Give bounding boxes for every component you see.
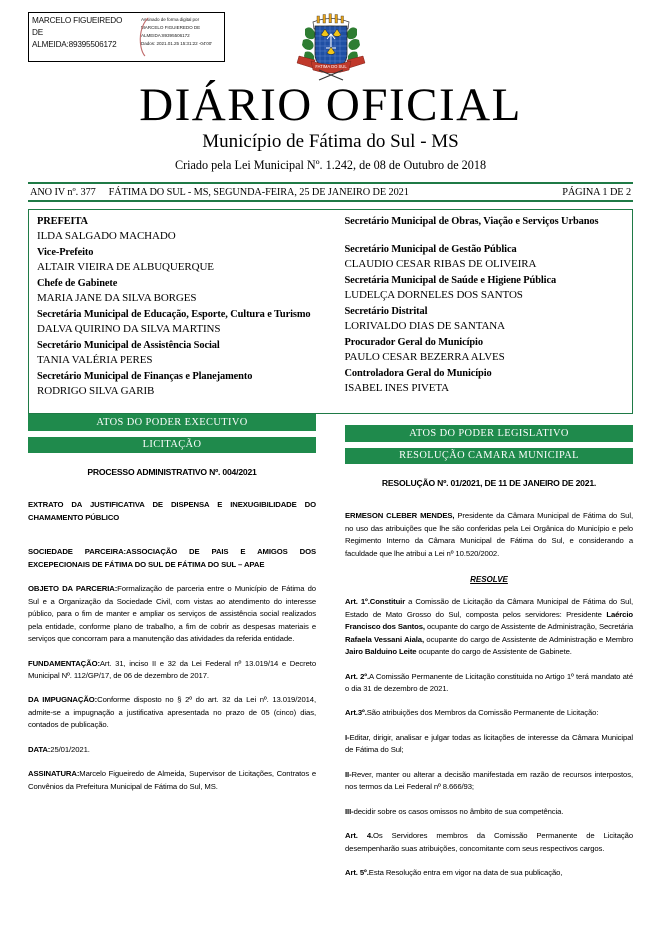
art1-label: Art. 1º. xyxy=(345,597,370,607)
art3-paragraph xyxy=(345,707,633,719)
art3-text: São atribuições dos Membros da Comissão Permanente de Licitação: xyxy=(366,708,599,718)
data-text: 25/01/2021. xyxy=(50,744,90,754)
official-role: Secretária Municipal de Educação, Esporte, Cultura e Turismo xyxy=(37,309,311,321)
section-banner-resolucao: RESOLUÇÃO CAMARA MUNICIPAL xyxy=(345,448,633,465)
objeto-paragraph xyxy=(28,583,316,645)
resolution-title: RESOLUÇÃO Nº. 01/2021, DE 11 DE JANEIRO DE 2021. xyxy=(381,478,597,489)
signature-detail-line: Assinado de forma digital por xyxy=(141,17,200,22)
item3-label: III- xyxy=(345,806,354,816)
issue-number: ANO IV nº. 377 xyxy=(30,187,96,198)
art2-label: Art. 2º. xyxy=(345,671,370,681)
preamble-paragraph xyxy=(345,510,633,560)
official-name: LUDELÇA DORNELES DOS SANTOS xyxy=(344,289,523,302)
art3-item-3 xyxy=(345,806,633,818)
official-name: MARIA JANE DA SILVA BORGES xyxy=(37,292,197,305)
impugnacao-label: DA IMPUGNAÇÃO: xyxy=(28,695,98,705)
art1-member-1: Laércio Francisco dos Santos, xyxy=(345,609,633,632)
official-role: Chefe de Gabinete xyxy=(37,278,118,290)
official-name: PAULO CESAR BEZERRA ALVES xyxy=(344,351,505,364)
art1-text-c: ocupante do cargo de Assistente de Administração e Membro xyxy=(424,634,633,644)
art1-text-a: a Comissão de Licitação da Câmara Municipal de Fátima do Sul, Estado de Mato Grosso do Sul, composta pelos servidores: Presidente xyxy=(345,597,633,619)
issue-info-bar xyxy=(30,185,631,200)
signature-detail-line: ALMEIDA:89395506172 xyxy=(141,32,190,38)
art1-paragraph xyxy=(345,596,633,658)
official-role: Secretário Distrital xyxy=(344,306,428,318)
svg-text:FATIMA DO SUL: FATIMA DO SUL xyxy=(315,64,347,69)
official-name: ALTAIR VIEIRA DE ALBUQUERQUE xyxy=(37,261,214,274)
page-title: DIÁRIO OFICIAL xyxy=(139,79,522,131)
official-role: Procurador Geral do Município xyxy=(344,337,483,349)
fundamentacao-label: FUNDAMENTAÇÃO: xyxy=(28,658,100,668)
preamble-text: Presidente da Câmara Municipal de Fátima do Sul, no uso das atribuições que lhe são conferidas pela Lei Orgânica do Município e pelo Regimento Interno da Câmara Municipal de Fátima do Sul, e considerando a faculdade que lhe atribui a Lei nº 10.520/2002. xyxy=(345,511,633,558)
item2-text: Rever, manter ou alterar a decisão manifestada em razão de recursos interpostos, nos termos da Lei Federal nº 8.666/93; xyxy=(345,769,633,792)
signature-name-line: MARCELO FIGUEIREDO xyxy=(32,16,123,25)
impugnacao-text: Conforme disposto no § 2º do art. 32 da Lei nº. 13.019/2014, admite-se a impugnação a justificativa apresentada no prazo de 05 (cinco) dias, contados de publicação. xyxy=(28,695,317,730)
art3-label: Art.3º. xyxy=(345,708,367,718)
signature-detail-line: Dados: 2021.01.25 15:31:22 -04'00' xyxy=(141,40,213,46)
official-name: CLAUDIO CESAR RIBAS DE OLIVEIRA xyxy=(344,258,537,271)
official-name xyxy=(345,229,627,242)
official-role: PREFEITA xyxy=(37,216,88,227)
official-name: ILDA SALGADO MACHADO xyxy=(37,230,176,243)
fundamentacao-paragraph xyxy=(28,658,316,683)
data-paragraph xyxy=(28,744,316,756)
header-rule-bottom xyxy=(28,200,633,202)
official-name: DALVA QUIRINO DA SILVA MARTINS xyxy=(37,323,221,336)
art2-paragraph xyxy=(345,671,633,696)
signature-detail-line: MARCELO FIGUIEREDO DE xyxy=(141,24,201,30)
objeto-label: OBJETO DA PARCERIA: xyxy=(28,584,118,594)
process-number: PROCESSO ADMINISTRATIVO Nº. 004/2021 xyxy=(87,467,257,478)
header-rule-top xyxy=(28,182,633,184)
objeto-text: Formalização de parceria entre o Município de Fátima do Sul e a Organização da Sociedade Civil, com vistas ao atendimento do interesse público, para o fim de manter e ampliar os serviços de assistência social realizados pela entidade, conforme plano de trabalho, a fim de cobrir as despesas materiais e serviços que concorram para a manutenção das atividades da referida entidade. xyxy=(28,584,316,644)
partner-society: SOCIEDADE PARCEIRA:ASSOCIAÇÃO DE PAIS E AMIGOS DOS EXCEPECIONAIS DE FÁTIMA DO SUL DE FÁTIMA DO SUL – APAE xyxy=(28,547,316,569)
art5-label: Art. 5º. xyxy=(345,868,369,878)
official-name: RODRIGO SILVA GARIB xyxy=(37,385,155,398)
official-role: Secretário Municipal de Gestão Pública xyxy=(344,244,517,256)
digital-signature-stamp xyxy=(28,12,225,62)
item3-text: decidir sobre os casos omissos no âmbito de sua competência. xyxy=(353,806,564,816)
official-role: Secretário Municipal de Finanças e Planejamento xyxy=(37,371,253,383)
art3-item-2 xyxy=(345,769,633,794)
issue-place-date: FÁTIMA DO SUL - MS, SEGUNDA-FEIRA, 25 DE JANEIRO DE 2021 xyxy=(108,187,409,198)
assinatura-paragraph xyxy=(28,768,316,793)
art4-paragraph xyxy=(345,830,633,855)
official-role: Secretária Municipal de Saúde e Higiene Pública xyxy=(344,275,557,287)
officials-box xyxy=(28,209,633,414)
signature-name-line: DE xyxy=(32,27,43,37)
assinatura-text: Marcelo Figueiredo de Almeida, Supervisor de Licitações, Contratos e Convênios da Prefeitura Municipal de Fátima do Sul, MS. xyxy=(28,769,316,791)
resolve-heading: RESOLVE xyxy=(470,575,508,585)
impugnacao-paragraph xyxy=(28,694,316,731)
art1-verb: Constituir xyxy=(369,597,406,607)
column-right xyxy=(345,425,633,880)
assinatura-label: ASSINATURA: xyxy=(28,769,80,779)
official-name: ISABEL INES PIVETA xyxy=(344,382,449,395)
signature-name xyxy=(29,13,137,61)
section-banner-licitacao: LICITAÇÃO xyxy=(28,437,316,454)
item1-text: Editar, dirigir, analisar e julgar todas as licitações de interesse da Câmara Municipal de Fátima do Sul; xyxy=(345,732,633,755)
art4-text: Os Servidores membros da Comissão Permanente de Licitação desempenharão suas atribuições, concomitante com seus respectivos cargos. xyxy=(345,831,633,853)
signature-name-line: ALMEIDA:89395506172 xyxy=(32,39,117,49)
page-number: PÁGINA 1 DE 2 xyxy=(562,187,631,198)
section-banner-legislative: ATOS DO PODER LEGISLATIVO xyxy=(345,425,633,442)
art1-member-3: Jairo Balduino Leite xyxy=(345,647,417,657)
column-left xyxy=(28,414,316,793)
official-role: Controladora Geral do Município xyxy=(344,368,492,380)
official-role: Secretário Municipal de Assistência Social xyxy=(37,340,220,352)
art5-paragraph xyxy=(345,867,633,879)
art5-text: Esta Resolução entra em vigor na data de sua publicação, xyxy=(368,868,563,878)
coat-of-arms-icon xyxy=(293,12,369,82)
item2-label: II- xyxy=(345,769,352,779)
art1-text-d: ocupante do cargo de Assistente de Gabinete. xyxy=(416,647,572,657)
signature-details xyxy=(137,13,224,61)
art3-item-1 xyxy=(345,732,633,757)
fundamentacao-text: Art. 31, inciso II e 32 da Lei Federal nº 13.019/14 e Decreto Municipal Nº. 112/GP/17, de 06 de dezembro de 2017. xyxy=(28,658,316,680)
official-name: TANIA VALÉRIA PERES xyxy=(37,354,153,367)
official-name: LORIVALDO DIAS DE SANTANA xyxy=(344,320,505,333)
art1-text-b: ocupante do cargo de Assistente de Administração, Secretária xyxy=(424,622,633,632)
art2-text: A Comissão Permanente de Licitação constituida no Artigo 1º terá mandato até o dia 31 de dezembro de 2021. xyxy=(345,671,633,693)
section-banner-executive: ATOS DO PODER EXECUTIVO xyxy=(28,414,316,431)
art4-label: Art. 4. xyxy=(345,831,374,841)
signature-swash-icon xyxy=(136,17,152,57)
creation-law-line: Criado pela Lei Municipal Nº. 1.242, de 08 de Outubro de 2018 xyxy=(174,158,487,172)
page-subtitle: Município de Fátima do Sul - MS xyxy=(202,131,459,152)
officials-column-right xyxy=(331,210,633,413)
data-label: DATA: xyxy=(28,744,51,754)
item1-label: I- xyxy=(345,732,350,742)
official-role: Secretário Municipal de Obras, Viação e Serviços Urbanos xyxy=(344,216,599,227)
preamble-name: ERMESON CLEBER MENDES, xyxy=(345,511,455,521)
official-role: Vice-Prefeito xyxy=(37,247,94,259)
extract-heading: EXTRATO DA JUSTIFICATIVA DE DISPENSA E INEXUGIBILIDADE DO CHAMAMENTO PÚBLICO xyxy=(28,500,316,522)
art1-member-2: Rafaela Vessani Aiala, xyxy=(345,634,425,644)
officials-column-left xyxy=(29,210,331,413)
